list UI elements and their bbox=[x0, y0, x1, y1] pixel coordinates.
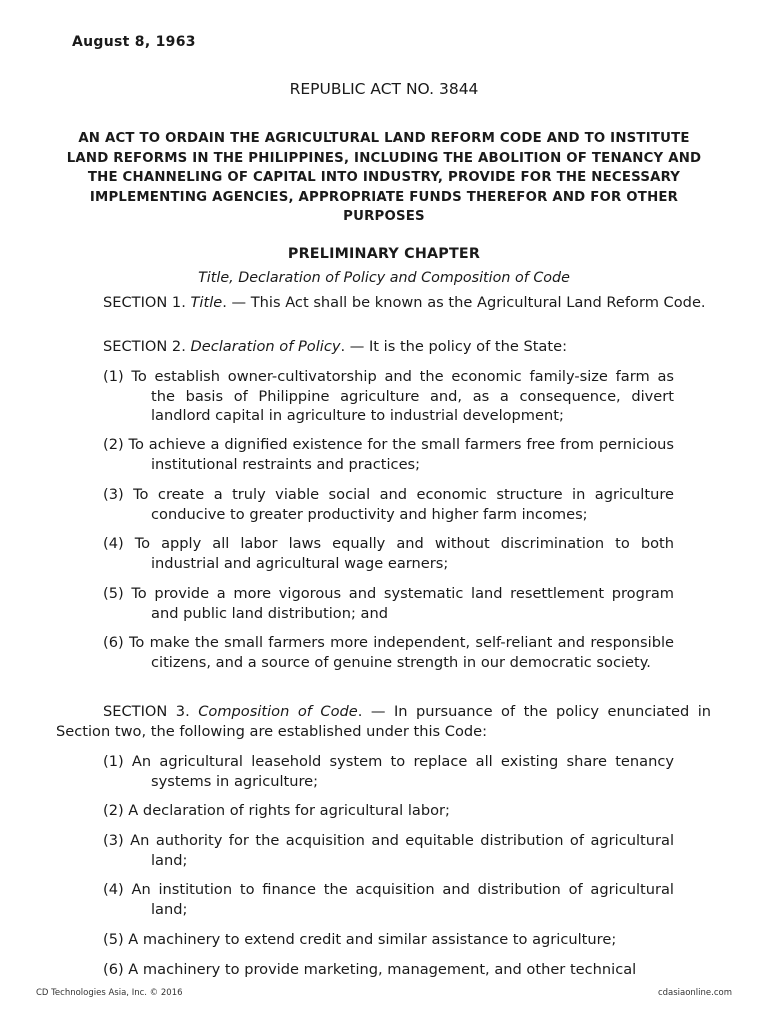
section-2-title: Declaration of Policy bbox=[190, 338, 341, 355]
section-3 bbox=[56, 702, 711, 741]
section-1-lead: SECTION 1. bbox=[103, 294, 191, 311]
footer-site: cdasiaonline.com bbox=[657, 988, 732, 998]
document-date: August 8, 1963 bbox=[72, 34, 196, 50]
act-title: AN ACT TO ORDAIN THE AGRICULTURAL LAND REFORM CODE AND TO INSTITUTE LAND REFORMS IN THE PHILIPPINES, INCLUDING THE ABOLITION OF TENANCY AND THE CHANNELING OF CAPITAL INTO INDUSTRY, PROVIDE FOR THE NECESSARY IMPLEMENTING AGENCIES, APPROPRIATE FUNDS THEREFOR AND FOR OTHER PURPOSES bbox=[66, 131, 702, 224]
section-2-item-3: (3) To create a truly viable social and economic structure in agriculture conducive to greater productivity and higher farm incomes; bbox=[103, 486, 674, 523]
section-3-lead: SECTION 3. bbox=[103, 703, 199, 720]
section-1-body: . — This Act shall be known as the Agricultural Land Reform Code. bbox=[222, 294, 706, 311]
chapter-heading: PRELIMINARY CHAPTER bbox=[287, 246, 481, 262]
section-3-item-1: (1) An agricultural leasehold system to replace all existing share tenancy systems in agriculture; bbox=[103, 753, 674, 790]
section-3-item-3: (3) An authority for the acquisition and equitable distribution of agricultural land; bbox=[103, 832, 674, 869]
section-2-item-6: (6) To make the small farmers more independent, self-reliant and responsible citizens, and a source of genuine strength in our democratic society. bbox=[103, 634, 674, 671]
section-2-item-5: (5) To provide a more vigorous and systematic land resettlement program and public land distribution; and bbox=[103, 585, 674, 622]
section-2-item-2: (2) To achieve a dignified existence for the small farmers free from pernicious institutional restraints and practices; bbox=[103, 436, 674, 473]
section-2-item-1: (1) To establish owner-cultivatorship and the economic family-size farm as the basis of Philippine agriculture and, as a consequence, divert landlord capital in agriculture to industrial development; bbox=[103, 368, 674, 424]
section-3-item-5: (5) A machinery to extend credit and similar assistance to agriculture; bbox=[103, 931, 617, 948]
section-1 bbox=[56, 293, 711, 313]
section-3-item-6: (6) A machinery to provide marketing, management, and other technical bbox=[103, 961, 637, 978]
act-number: REPUBLIC ACT NO. 3844 bbox=[289, 80, 479, 98]
section-3-title: Composition of Code bbox=[198, 703, 358, 720]
section-2-body: . — It is the policy of the State: bbox=[340, 338, 567, 355]
section-2-lead: SECTION 2. bbox=[103, 338, 191, 355]
section-3-body: . — In pursuance of the policy enunciated in Section two, the following are established under this Code: bbox=[56, 703, 711, 740]
chapter-subheading: Title, Declaration of Policy and Composition of Code bbox=[198, 270, 570, 286]
section-1-title: Title bbox=[190, 294, 223, 311]
section-2 bbox=[56, 337, 711, 357]
footer-copyright: CD Technologies Asia, Inc. © 2016 bbox=[36, 988, 183, 998]
section-3-item-2: (2) A declaration of rights for agricultural labor; bbox=[103, 802, 450, 819]
section-3-item-4: (4) An institution to finance the acquisition and distribution of agricultural land; bbox=[103, 881, 674, 918]
section-2-item-4: (4) To apply all labor laws equally and without discrimination to both industrial and agricultural wage earners; bbox=[103, 535, 674, 572]
